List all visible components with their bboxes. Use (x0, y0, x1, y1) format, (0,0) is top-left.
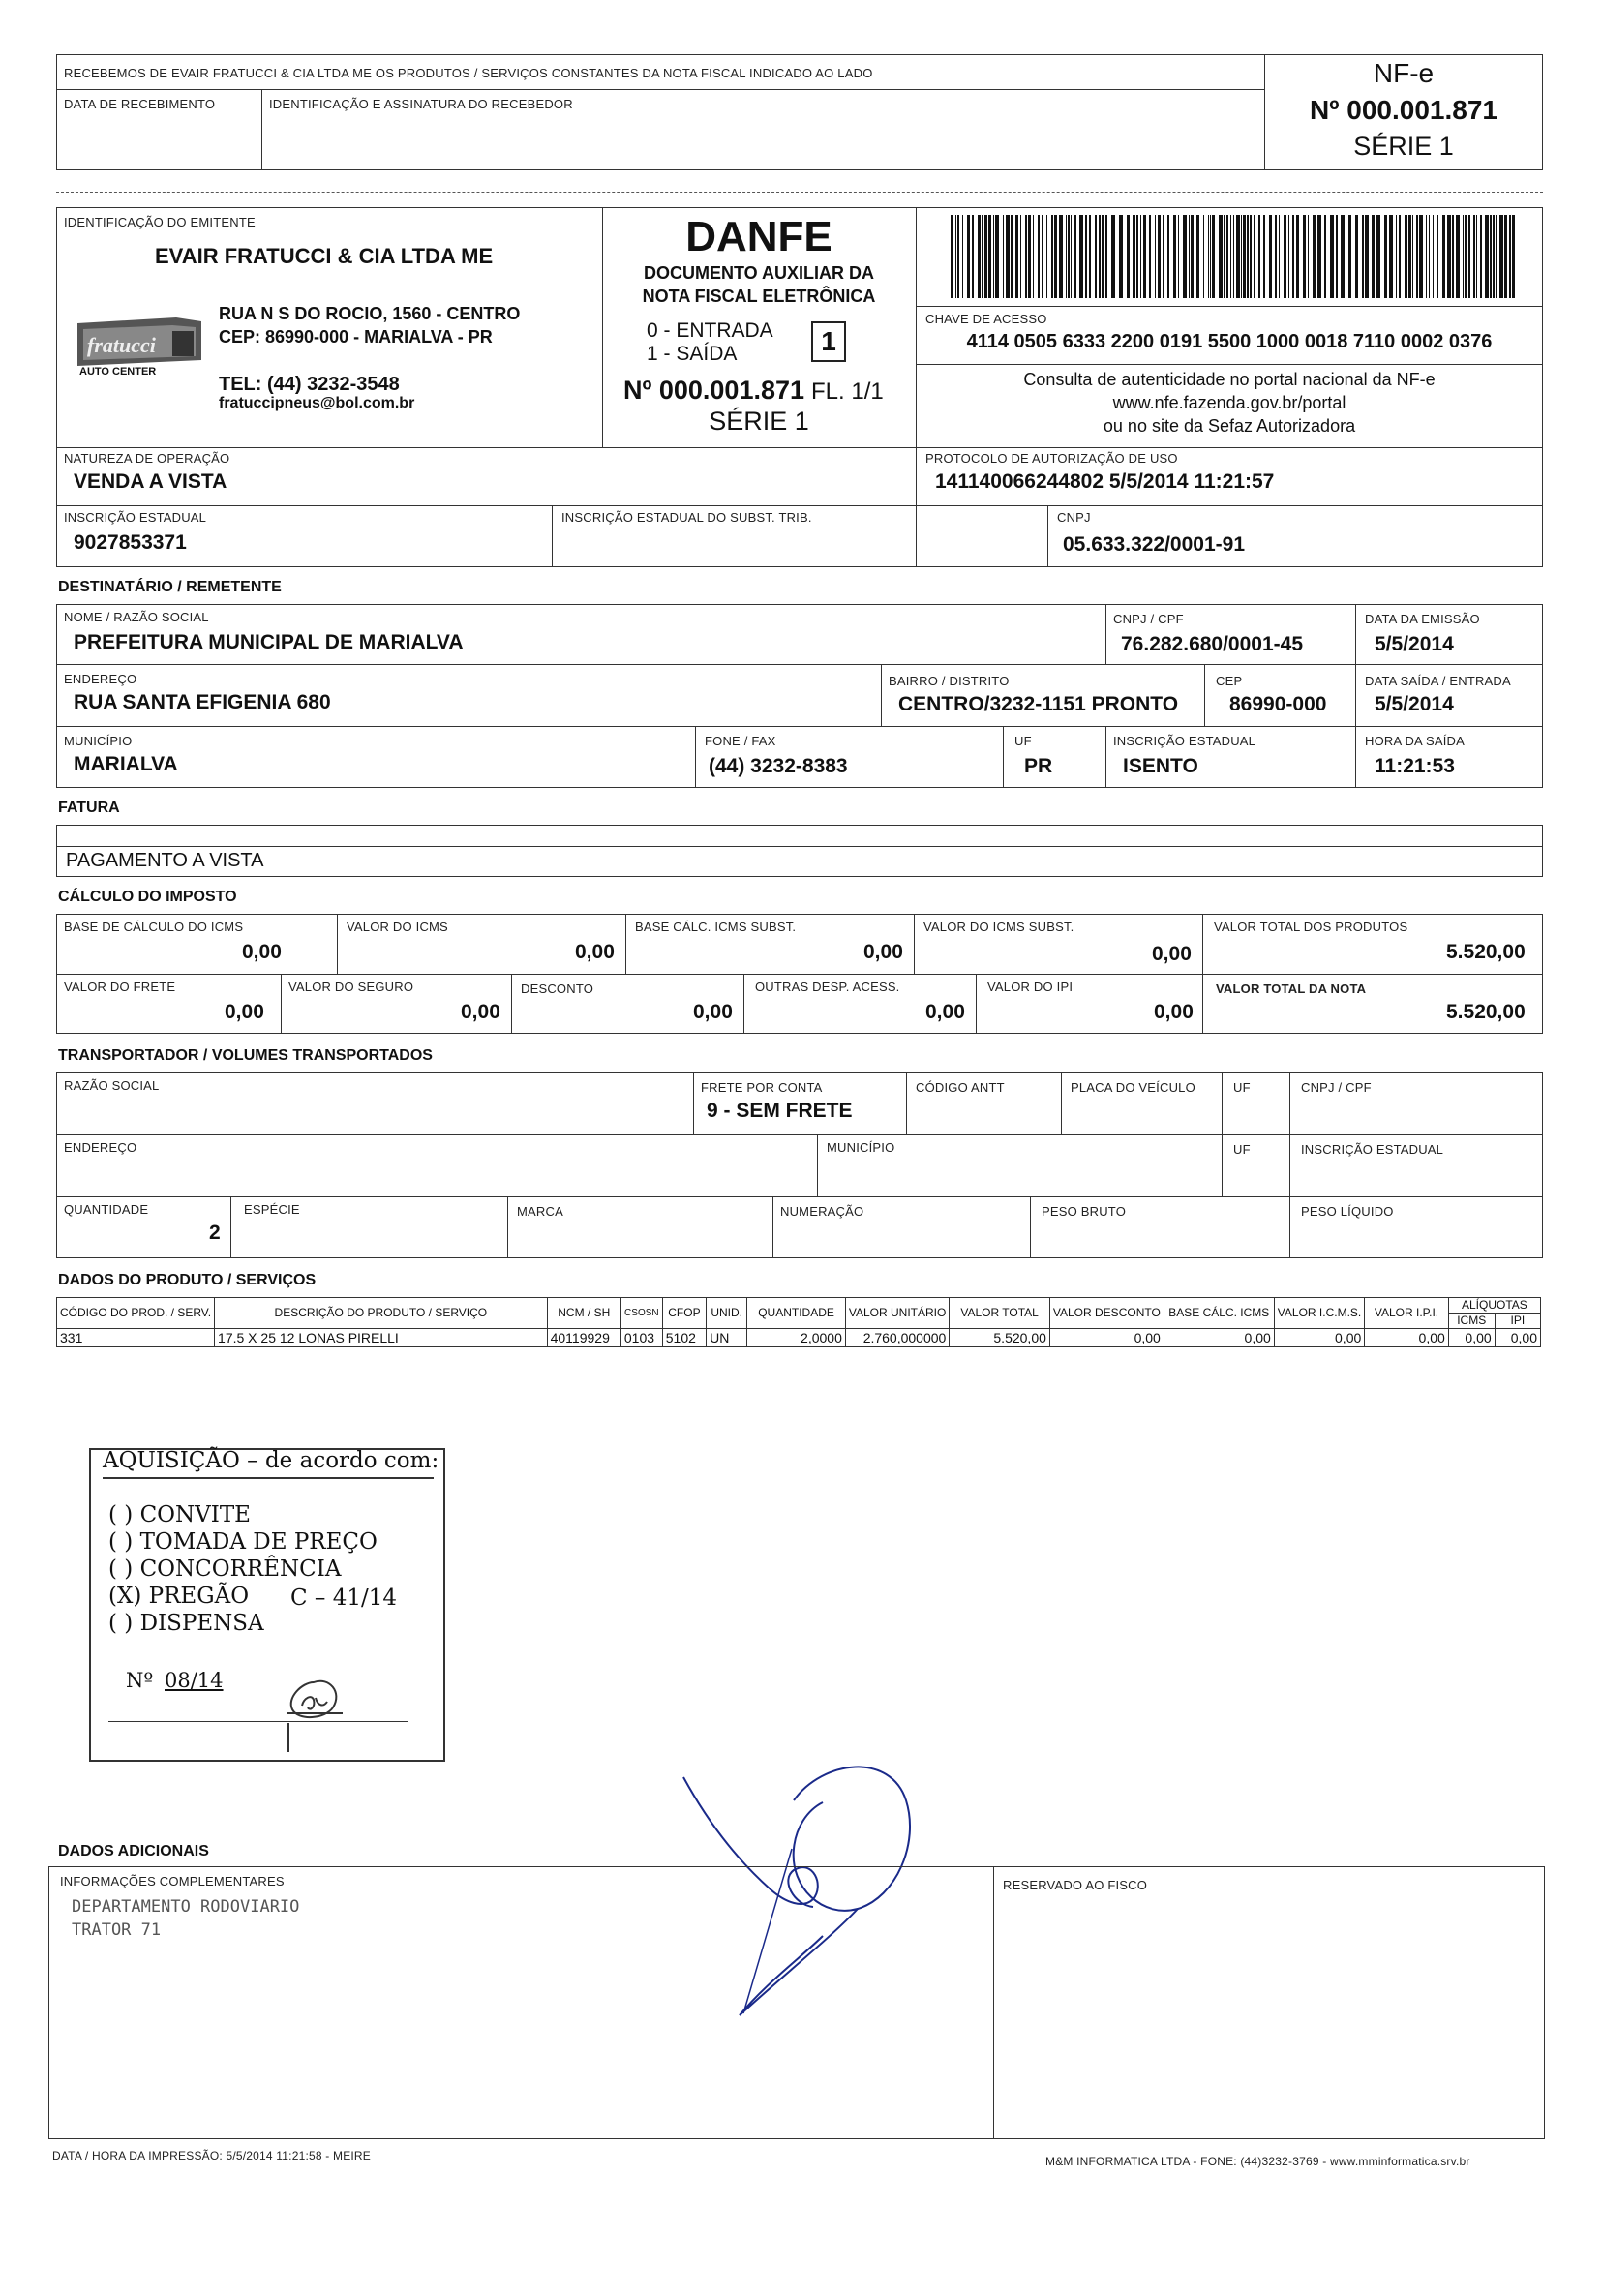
barcode-bar (1389, 215, 1393, 298)
barcode-bar (1046, 215, 1047, 298)
barcode-bar (1419, 215, 1423, 298)
chave-value: 4114 0505 6333 2200 0191 5500 1000 0018 7110 0002 0376 (966, 331, 1493, 352)
transp-uf-label: UF (1233, 1080, 1251, 1095)
th-valor-ipi: VALOR I.P.I. (1365, 1298, 1449, 1329)
barcode-bar (957, 215, 959, 298)
consulta-line-1: Consulta de autenticidade no portal nacional da NF-e (1023, 370, 1436, 389)
stamp-numero: 08/14 (165, 1669, 224, 1692)
barcode-bar (1066, 215, 1067, 298)
barcode-bar (1303, 215, 1306, 298)
cell-codigo: 331 (57, 1329, 215, 1347)
barcode-bar (1054, 215, 1057, 298)
th-ncm: NCM / SH (547, 1298, 620, 1329)
barcode-bar (1068, 215, 1070, 298)
barcode-bar (1230, 215, 1231, 298)
cell-valor-icms: 0,00 (1274, 1329, 1364, 1347)
canhoto-serie: SÉRIE 1 (1353, 132, 1454, 161)
dest-cep-label: CEP (1216, 674, 1243, 688)
barcode-bar (1468, 215, 1470, 298)
seguro: 0,00 (461, 1001, 500, 1023)
barcode-bar (1288, 215, 1289, 298)
barcode-bar (1210, 215, 1211, 298)
barcode-bar (1079, 215, 1083, 298)
barcode-bar (1020, 215, 1021, 298)
valor-icms-label: VALOR DO ICMS (347, 920, 448, 934)
barcode-bar (1279, 215, 1280, 298)
dest-hora: 11:21:53 (1375, 755, 1455, 777)
barcode-bar (1490, 215, 1492, 298)
barcode-bar (1191, 215, 1194, 298)
transp-especie-label: ESPÉCIE (244, 1202, 300, 1217)
reservado-fisco-label: RESERVADO AO FISCO (1003, 1878, 1148, 1892)
logo-caption: AUTO CENTER (79, 366, 157, 378)
identificacao-recebedor-label: IDENTIFICAÇÃO E ASSINATURA DO RECEBEDOR (269, 97, 573, 111)
transp-marca-label: MARCA (517, 1204, 563, 1219)
barcode-icon (949, 215, 1520, 298)
transp-razao-label: RAZÃO SOCIAL (64, 1078, 160, 1093)
fatura-box (56, 825, 1543, 877)
valor-subst: 0,00 (1152, 943, 1192, 965)
barcode-bar (1155, 215, 1156, 298)
transporte-section-label: TRANSPORTADOR / VOLUMES TRANSPORTADOS (58, 1047, 433, 1064)
barcode-bar (1376, 215, 1380, 298)
barcode-bar (1136, 215, 1138, 298)
th-csosn: CSOSN (620, 1298, 662, 1329)
barcode-bar (1275, 215, 1277, 298)
barcode-bar (1313, 215, 1316, 298)
stamp-title: AQUISIÇÃO – de acordo com: (103, 1448, 434, 1479)
consulta-line-2: www.nfe.fazenda.gov.br/portal (1112, 393, 1346, 412)
barcode-bar (1429, 215, 1430, 298)
stamp-tomada: ( ) TOMADA DE PREÇO (108, 1529, 378, 1555)
cell-csosn: 0103 (620, 1329, 662, 1347)
imposto-section-label: CÁLCULO DO IMPOSTO (58, 889, 237, 905)
th-valor-unitario: VALOR UNITÁRIO (845, 1298, 949, 1329)
destinatario-section-label: DESTINATÁRIO / REMETENTE (58, 579, 282, 595)
canhoto-numero: Nº 000.001.871 (1310, 95, 1497, 125)
barcode-bar (1140, 215, 1141, 298)
barcode-bar (1476, 215, 1477, 298)
danfe-subtitle-1: DOCUMENTO AUXILIAR DA (644, 263, 874, 283)
stamp-concorrencia: ( ) CONCORRÊNCIA (108, 1556, 342, 1582)
transp-antt-label: CÓDIGO ANTT (916, 1080, 1005, 1095)
barcode-bar (1493, 215, 1495, 298)
barcode-bar (1250, 215, 1252, 298)
dest-fone: (44) 3232-8383 (709, 755, 848, 777)
transp-endereco-label: ENDEREÇO (64, 1140, 137, 1155)
dest-saida-label: DATA SAÍDA / ENTRADA (1365, 674, 1511, 688)
barcode-bar (972, 215, 974, 298)
cell-valor-unitario: 2.760,000000 (845, 1329, 949, 1347)
cell-valor-total: 5.520,00 (950, 1329, 1050, 1347)
barcode-bar (1189, 215, 1190, 298)
transp-cnpj-label: CNPJ / CPF (1301, 1080, 1372, 1095)
transp-peso-liquido-label: PESO LÍQUIDO (1301, 1204, 1394, 1219)
ipi-label: VALOR DO IPI (987, 980, 1074, 994)
th-descricao: DESCRIÇÃO DO PRODUTO / SERVIÇO (215, 1298, 548, 1329)
barcode-bar (1208, 215, 1209, 298)
th-aliq-icms: ICMS (1448, 1314, 1495, 1329)
barcode-bar (995, 215, 999, 298)
dest-emissao: 5/5/2014 (1375, 633, 1454, 655)
barcode (949, 215, 1520, 298)
info-line-1: DEPARTAMENTO RODOVIARIO (72, 1897, 300, 1917)
barcode-bar (1025, 215, 1027, 298)
barcode-bar (1051, 215, 1053, 298)
barcode-bar (1236, 215, 1240, 298)
stamp-dispensa: ( ) DISPENSA (108, 1611, 264, 1636)
barcode-bar (1212, 215, 1215, 298)
barcode-bar (1485, 215, 1489, 298)
barcode-bar (1285, 215, 1286, 298)
base-subst: 0,00 (863, 941, 903, 963)
adicionais-section-label: DADOS ADICIONAIS (58, 1843, 209, 1859)
dest-ie: ISENTO (1123, 755, 1198, 777)
barcode-bar (1003, 215, 1004, 298)
total-produtos: 5.520,00 (1446, 941, 1526, 963)
dest-ie-label: INSCRIÇÃO ESTADUAL (1113, 734, 1256, 748)
danfe-title: DANFE (685, 213, 832, 260)
total-nota-label: VALOR TOTAL DA NOTA (1216, 982, 1367, 996)
cell-ncm: 40119929 (547, 1329, 620, 1347)
danfe-serie: SÉRIE 1 (709, 407, 809, 436)
frete: 0,00 (225, 1001, 264, 1023)
natureza-value: VENDA A VISTA (74, 470, 227, 493)
danfe-subtitle-2: NOTA FISCAL ELETRÔNICA (642, 287, 876, 306)
barcode-bar (1355, 215, 1358, 298)
consulta-line-3: ou no site da Sefaz Autorizadora (1103, 416, 1356, 436)
emitente-address: RUA N S DO ROCIO, 1560 - CENTRO (219, 304, 521, 323)
barcode-bar (1348, 215, 1351, 298)
th-valor-icms: VALOR I.C.M.S. (1274, 1298, 1364, 1329)
danfe-saida: 1 - SAÍDA (647, 343, 738, 365)
recebemos-text: RECEBEMOS DE EVAIR FRATUCCI & CIA LTDA ME OS PRODUTOS / SERVIÇOS CONSTANTES DA NOTA FISCAL INDICADO AO LADO (64, 66, 873, 80)
barcode-bar (1167, 215, 1169, 298)
barcode-bar (1437, 215, 1438, 298)
barcode-bar (1447, 215, 1451, 298)
dest-hora-label: HORA DA SAÍDA (1365, 734, 1466, 748)
barcode-bar (1365, 215, 1369, 298)
barcode-bar (1362, 215, 1364, 298)
ie-subst-label: INSCRIÇÃO ESTADUAL DO SUBST. TRIB. (561, 510, 812, 525)
barcode-bar (1254, 215, 1255, 298)
transp-placa-label: PLACA DO VEÍCULO (1071, 1080, 1195, 1095)
transp-quantidade-label: QUANTIDADE (64, 1202, 149, 1217)
barcode-bar (1127, 215, 1130, 298)
protocolo-label: PROTOCOLO DE AUTORIZAÇÃO DE USO (925, 451, 1178, 466)
danfe-entrada: 0 - ENTRADA (647, 319, 773, 342)
barcode-bar (1219, 215, 1223, 298)
cell-base-icms: 0,00 (1164, 1329, 1274, 1347)
th-valor-total: VALOR TOTAL (950, 1298, 1050, 1329)
data-recebimento-label: DATA DE RECEBIMENTO (64, 97, 216, 111)
barcode-bar (1324, 215, 1326, 298)
barcode-bar (1133, 215, 1135, 298)
transp-municipio-label: MUNICÍPIO (827, 1140, 895, 1155)
barcode-bar (1509, 215, 1511, 298)
table-row (57, 1329, 1541, 1347)
barcode-bar (1465, 215, 1467, 298)
barcode-bar (1033, 215, 1034, 298)
cut-line (56, 192, 1543, 193)
th-codigo: CÓDIGO DO PROD. / SERV. (57, 1298, 215, 1329)
barcode-bar (1384, 215, 1387, 298)
dest-nome: PREFEITURA MUNICIPAL DE MARIALVA (74, 631, 464, 653)
barcode-bar (1499, 215, 1503, 298)
outras-label: OUTRAS DESP. ACESS. (755, 980, 900, 994)
desconto-label: DESCONTO (521, 982, 594, 996)
barcode-bar (1038, 215, 1040, 298)
barcode-bar (1233, 215, 1234, 298)
barcode-bar (1496, 215, 1497, 298)
barcode-bar (1336, 215, 1338, 298)
stamp-initials-signature-icon (275, 1669, 362, 1756)
dest-saida: 5/5/2014 (1375, 693, 1454, 715)
barcode-bar (1006, 215, 1010, 298)
outras: 0,00 (925, 1001, 965, 1023)
barcode-bar (984, 215, 987, 298)
barcode-bar (1011, 215, 1013, 298)
dest-fone-label: FONE / FAX (705, 734, 776, 748)
barcode-bar (1296, 215, 1299, 298)
barcode-bar (1163, 215, 1164, 298)
th-unid: UNID. (707, 1298, 747, 1329)
cell-valor-ipi: 0,00 (1365, 1329, 1449, 1347)
barcode-bar (1059, 215, 1063, 298)
barcode-bar (1442, 215, 1445, 298)
protocolo-value: 141140066244802 5/5/2014 11:21:57 (935, 470, 1275, 493)
barcode-bar (962, 215, 963, 298)
transp-ie-label: INSCRIÇÃO ESTADUAL (1301, 1142, 1444, 1157)
barcode-bar (1173, 215, 1176, 298)
stamp-signature-line (108, 1721, 408, 1722)
barcode-bar (1102, 215, 1104, 298)
danfe-numero: Nº 000.001.871 (623, 376, 805, 405)
th-valor-desconto: VALOR DESCONTO (1049, 1298, 1164, 1329)
barcode-bar (1089, 215, 1091, 298)
produtos-section-label: DADOS DO PRODUTO / SERVIÇOS (58, 1272, 317, 1288)
th-quantidade: QUANTIDADE (747, 1298, 846, 1329)
barcode-bar (955, 215, 956, 298)
barcode-bar (1196, 215, 1199, 298)
emitente-email: fratuccipneus@bol.com.br (219, 395, 415, 411)
barcode-bar (1512, 215, 1515, 298)
total-produtos-label: VALOR TOTAL DOS PRODUTOS (1214, 920, 1408, 934)
valor-icms: 0,00 (575, 941, 615, 963)
chave-label: CHAVE DE ACESSO (925, 312, 1047, 326)
cnpj-emit-value: 05.633.322/0001-91 (1063, 533, 1246, 556)
ie-label: INSCRIÇÃO ESTADUAL (64, 510, 207, 525)
canhoto-nfe-label: NF-e (1373, 58, 1435, 88)
dest-cnpj-label: CNPJ / CPF (1113, 612, 1184, 626)
barcode-bar (1292, 215, 1294, 298)
natureza-label: NATUREZA DE OPERAÇÃO (64, 451, 230, 466)
cell-valor-desconto: 0,00 (1049, 1329, 1164, 1347)
barcode-bar (1111, 215, 1115, 298)
dest-municipio: MARIALVA (74, 753, 178, 775)
stamp-convite: ( ) CONVITE (108, 1502, 251, 1527)
barcode-bar (1433, 215, 1434, 298)
desconto: 0,00 (693, 1001, 733, 1023)
barcode-bar (1085, 215, 1087, 298)
svg-text:fratucci: fratucci (87, 333, 156, 357)
barcode-bar (1473, 215, 1475, 298)
cell-descricao: 17.5 X 25 12 LONAS PIRELLI (215, 1329, 548, 1347)
base-subst-label: BASE CÁLC. ICMS SUBST. (635, 920, 797, 934)
barcode-bar (1042, 215, 1043, 298)
dest-endereco-label: ENDEREÇO (64, 672, 137, 686)
barcode-bar (1241, 215, 1242, 298)
produtos-table (56, 1297, 1541, 1347)
barcode-bar (1203, 215, 1204, 298)
frete-label: VALOR DO FRETE (64, 980, 176, 994)
th-base-icms: BASE CÁLC. ICMS (1164, 1298, 1274, 1329)
ipi: 0,00 (1154, 1001, 1194, 1023)
base-icms-label: BASE DE CÁLCULO DO ICMS (64, 920, 244, 934)
ie-value: 9027853371 (74, 531, 187, 554)
danfe-tipo-box: 1 (811, 321, 846, 362)
dest-cnpj: 76.282.680/0001-45 (1121, 633, 1304, 655)
base-icms: 0,00 (242, 941, 282, 963)
dest-uf: PR (1024, 755, 1053, 777)
cell-aliq-icms: 0,00 (1448, 1329, 1495, 1347)
th-cfop: CFOP (662, 1298, 706, 1329)
barcode-bar (1504, 215, 1507, 298)
dest-municipio-label: MUNICÍPIO (64, 734, 133, 748)
emitente-cep: CEP: 86990-000 - MARIALVA - PR (219, 327, 493, 347)
barcode-bar (1071, 215, 1072, 298)
barcode-bar (982, 215, 983, 298)
barcode-bar (1269, 215, 1272, 298)
info-line-2: TRATOR 71 (72, 1920, 162, 1940)
barcode-bar (1456, 215, 1460, 298)
barcode-bar (978, 215, 981, 298)
th-aliq-ipi: IPI (1495, 1314, 1540, 1329)
dest-bairro: CENTRO/3232-1151 PRONTO (898, 693, 1179, 715)
footer-software: M&M INFORMATICA LTDA - FONE: (44)3232-3769 - www.mminformatica.srv.br (1045, 2155, 1470, 2168)
barcode-bar (1099, 215, 1101, 298)
barcode-bar (1416, 215, 1418, 298)
th-aliquotas: ALÍQUOTAS (1448, 1298, 1540, 1314)
transp-numeracao-label: NUMERAÇÃO (780, 1204, 864, 1219)
barcode-bar (1247, 215, 1249, 298)
dest-emissao-label: DATA DA EMISSÃO (1365, 612, 1480, 626)
barcode-bar (1143, 215, 1146, 298)
barcode-bar (1452, 215, 1454, 298)
cnpj-emit-label: CNPJ (1057, 510, 1091, 525)
stamp-pregao: (X) PREGÃO (108, 1584, 250, 1609)
barcode-bar (1426, 215, 1427, 298)
barcode-bar (988, 215, 991, 298)
aquisicao-stamp (89, 1448, 445, 1762)
barcode-bar (1308, 215, 1309, 298)
info-complementares-label: INFORMAÇÕES COMPLEMENTARES (60, 1874, 285, 1888)
barcode-bar (967, 215, 970, 298)
transp-quantidade: 2 (209, 1222, 221, 1244)
seguro-label: VALOR DO SEGURO (288, 980, 414, 994)
barcode-bar (1396, 215, 1397, 298)
barcode-bar (1372, 215, 1375, 298)
barcode-bar (1028, 215, 1031, 298)
valor-subst-label: VALOR DO ICMS SUBST. (923, 920, 1074, 934)
fatura-value: PAGAMENTO A VISTA (66, 850, 264, 871)
dest-endereco: RUA SANTA EFIGENIA 680 (74, 691, 331, 713)
barcode-bar (993, 215, 994, 298)
barcode-bar (1074, 215, 1076, 298)
barcode-bar (1341, 215, 1345, 298)
dest-cep: 86990-000 (1229, 693, 1327, 715)
emitente-name: EVAIR FRATUCCI & CIA LTDA ME (155, 244, 494, 268)
barcode-bar (1226, 215, 1228, 298)
barcode-bar (1284, 215, 1285, 298)
barcode-bar (951, 215, 953, 298)
barcode-bar (1119, 215, 1123, 298)
cell-quantidade: 2,0000 (747, 1329, 846, 1347)
fatura-section-label: FATURA (58, 800, 120, 816)
footer-impressao: DATA / HORA DA IMPRESSÃO: 5/5/2014 11:21:58 - MEIRE (52, 2149, 371, 2162)
barcode-bar (1015, 215, 1018, 298)
barcode-bar (1183, 215, 1187, 298)
barcode-bar (1149, 215, 1151, 298)
barcode-bar (1399, 215, 1401, 298)
barcode-bar (1224, 215, 1225, 298)
cell-aliq-ipi: 0,00 (1495, 1329, 1540, 1347)
barcode-bar (1480, 215, 1482, 298)
barcode-bar (1095, 215, 1097, 298)
barcode-bar (1317, 215, 1321, 298)
dest-bairro-label: BAIRRO / DISTRITO (889, 674, 1010, 688)
barcode-bar (1463, 215, 1464, 298)
cell-unid: UN (707, 1329, 747, 1347)
emitente-tel: TEL: (44) 3232-3548 (219, 374, 400, 395)
transp-frete: 9 - SEM FRETE (707, 1100, 853, 1122)
barcode-bar (1243, 215, 1246, 298)
cell-cfop: 5102 (662, 1329, 706, 1347)
barcode-bar (1105, 215, 1107, 298)
dest-nome-label: NOME / RAZÃO SOCIAL (64, 610, 209, 624)
emitente-logo (72, 317, 207, 381)
barcode-bar (1263, 215, 1265, 298)
barcode-bar (1405, 215, 1407, 298)
dest-uf-label: UF (1014, 734, 1032, 748)
danfe-folha: FL. 1/1 (811, 378, 884, 405)
stamp-numero-label: Nº (126, 1669, 154, 1692)
barcode-bar (1412, 215, 1413, 298)
transp-peso-bruto-label: PESO BRUTO (1042, 1204, 1127, 1219)
barcode-bar (1178, 215, 1179, 298)
barcode-bar (1258, 215, 1260, 298)
barcode-bar (1408, 215, 1411, 298)
transp-uf2-label: UF (1233, 1142, 1251, 1157)
emitente-section-label: IDENTIFICAÇÃO DO EMITENTE (64, 215, 256, 229)
barcode-bar (1330, 215, 1334, 298)
stamp-pregao-ref: C – 41/14 (290, 1586, 398, 1611)
transp-frete-label: FRETE POR CONTA (701, 1080, 823, 1095)
barcode-bar (1158, 215, 1161, 298)
total-nota: 5.520,00 (1446, 1001, 1526, 1023)
